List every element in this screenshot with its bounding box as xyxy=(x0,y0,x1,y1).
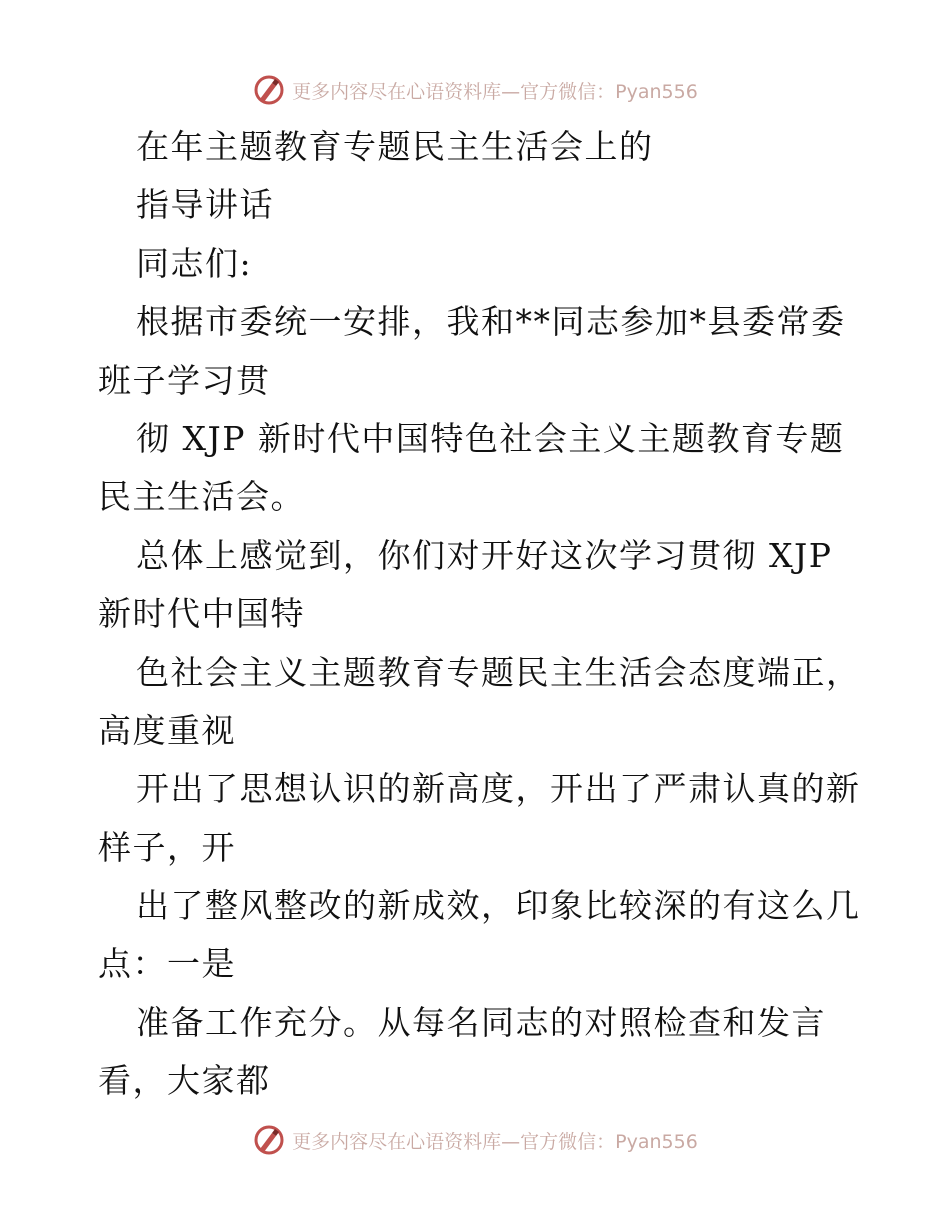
paragraph-line: 看，大家都 xyxy=(98,1061,271,1101)
footer-banner-text: 更多内容尽在心语资料库—官方微信：Pyan556 xyxy=(292,1130,698,1153)
header-banner xyxy=(0,70,950,110)
paragraph-line: 彻 XJP 新时代中国特色社会主义主题教育专题 xyxy=(136,418,845,458)
paragraph-line: 出了整风整改的新成效，印象比较深的有这么几 xyxy=(136,886,861,926)
paragraph-line: 色社会主义主题教育专题民主生活会态度端正， xyxy=(136,652,861,692)
paragraph-line: 班子学习贯 xyxy=(98,360,271,400)
paragraph-line: 根据市委统一安排，我和**同志参加*县委常委 xyxy=(136,302,846,342)
document-body xyxy=(98,118,878,1111)
paragraph-line: 开出了思想认识的新高度，开出了严肃认真的新 xyxy=(136,769,861,809)
pen-circle-icon xyxy=(252,73,286,107)
paragraph-line: 点：一是 xyxy=(98,944,236,984)
footer-banner xyxy=(0,1120,950,1160)
paragraph-line: 民主生活会。 xyxy=(98,477,305,517)
paragraph-line: 总体上感觉到，你们对开好这次学习贯彻 XJP xyxy=(136,535,833,575)
pen-circle-icon xyxy=(252,1123,286,1157)
doc-title-line-1: 在年主题教育专题民主生活会上的 xyxy=(136,127,654,166)
doc-title-line-2: 指导讲话 xyxy=(136,185,274,225)
salutation: 同志们: xyxy=(136,243,253,283)
paragraph-line: 新时代中国特 xyxy=(98,594,305,634)
paragraph-line: 准备工作充分。从每名同志的对照检查和发言 xyxy=(136,1002,826,1042)
paragraph-line: 样子，开 xyxy=(98,827,236,867)
header-banner-text: 更多内容尽在心语资料库—官方微信：Pyan556 xyxy=(292,80,698,103)
paragraph-line: 高度重视 xyxy=(98,710,236,750)
